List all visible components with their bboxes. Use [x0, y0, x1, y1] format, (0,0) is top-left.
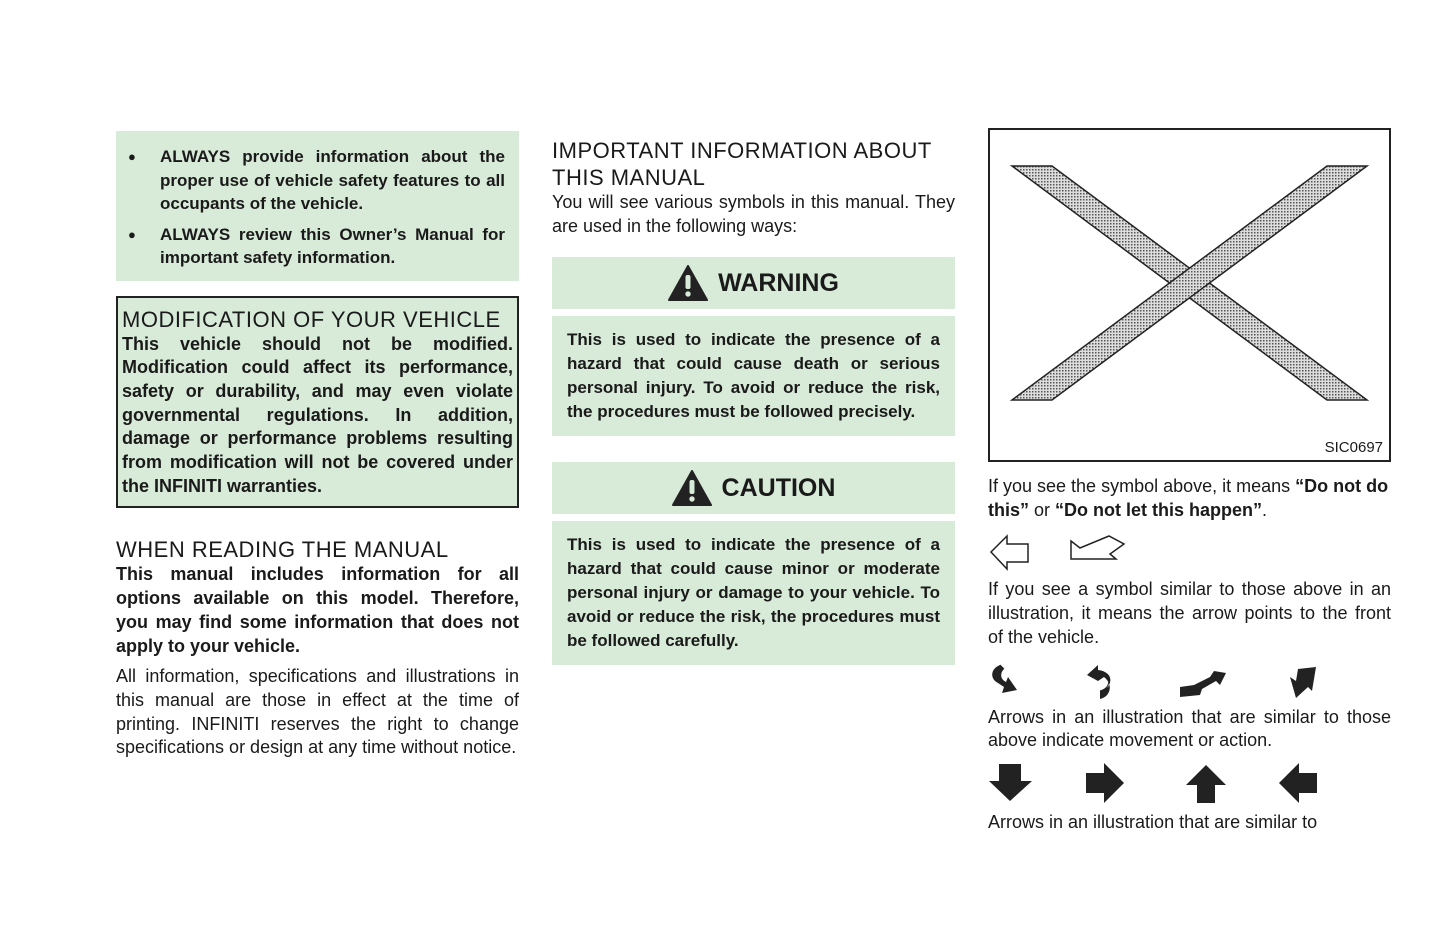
down-arrow-icon [988, 763, 1086, 803]
warning-label: WARNING [718, 268, 839, 297]
symbol-quote-2: “Do not let this happen” [1055, 499, 1263, 520]
bullet-item: ● ALWAYS provide information about the proper use of vehicle safety features to all occupants of the vehicle. [116, 145, 519, 216]
figure-code: SIC0697 [1324, 439, 1383, 456]
left-arrow-icon [1279, 763, 1319, 803]
symbol-quote-1: “Do not do this” [988, 476, 1389, 520]
reading-text: All information, specifications and illustrations in this manual are those in effect at the time of printing. INFINITI reserves the right to change specifications or design at any time without notice. [116, 666, 519, 758]
caution-text: This is used to indicate the presence of a hazard that could cause minor or moderate personal injury or damage to your vehicle. To avoid or reduce the risk, the procedures must be followed carefully. [552, 521, 955, 665]
double-arrow-icon [1180, 663, 1288, 703]
modification-title: MODIFICATION OF YOUR VEHICLE [122, 306, 501, 332]
symbol-explanation [988, 475, 1391, 522]
important-info-title: IMPORTANT INFORMATION ABOUT THIS MANUAL [552, 138, 932, 190]
intro-text: You will see various symbols in this manual. They are used in the following ways: [552, 192, 955, 236]
last-text: Arrows in an illustration that are similar to [988, 811, 1318, 832]
symbol-or: or [1029, 499, 1056, 520]
down-left-arrow-icon [1288, 663, 1328, 703]
x-cross-icon [990, 130, 1389, 460]
safety-bullets-box [116, 131, 519, 281]
warning-triangle-icon [668, 265, 708, 301]
front-arrows-row [988, 530, 1391, 574]
up-arrow-icon [1183, 763, 1279, 803]
rotate-arrow-icon [988, 663, 1086, 703]
left-column [116, 131, 519, 760]
bullet-item: ● ALWAYS review this Owner’s Manual for important safety information. [116, 223, 519, 270]
movement-text: Arrows in an illustration that are similar to those above indicate movement or action. [988, 706, 1391, 751]
right-column [988, 128, 1391, 835]
symbol-text: If you see the symbol above, it means [988, 476, 1296, 496]
caution-triangle-icon [672, 470, 712, 506]
symbol-end: . [1262, 499, 1268, 520]
reading-bold-text: This manual includes information for all options available on this model. Therefore, you may find some information that does not apply to your vehicle. [116, 564, 519, 656]
modification-box [116, 296, 519, 509]
warning-text: This is used to indicate the presence of a hazard that could cause death or serious personal injury. To avoid or reduce the risk, the procedures must be followed precisely. [552, 316, 955, 436]
modification-text: This vehicle should not be modified. Modification could affect its performance, safety or durability, and may even violate governmental regulations. In addition, damage or performance problems resulting from modification will not be covered under the INFINITI warranties. [122, 333, 513, 496]
right-arrow-icon [1086, 763, 1183, 803]
warning-header [552, 257, 955, 309]
direction-arrows-row [988, 761, 1391, 805]
reading-title: WHEN READING THE MANUAL [116, 537, 449, 563]
outline-left-arrow-icon [988, 532, 1068, 572]
outline-perspective-arrow-icon [1068, 532, 1128, 572]
do-not-figure [988, 128, 1391, 462]
rotate-back-arrow-icon [1086, 663, 1180, 703]
caution-header [552, 462, 955, 514]
front-text: If you see a symbol similar to those above in an illustration, it means the arrow points to the front of the vehicle. [988, 579, 1391, 647]
middle-column [552, 137, 955, 665]
caution-label: CAUTION [721, 473, 836, 502]
movement-arrows-row [988, 660, 1391, 706]
